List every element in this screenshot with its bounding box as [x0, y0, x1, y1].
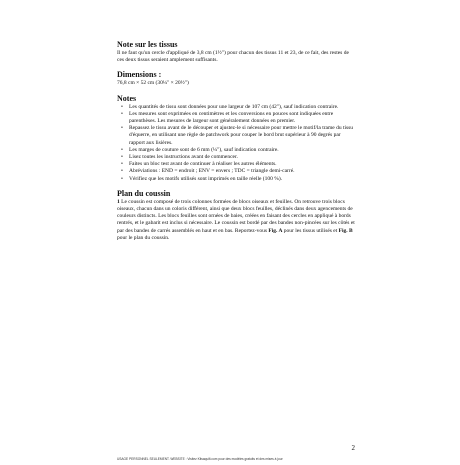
- notes-list: [117, 104, 355, 183]
- plan-section: [117, 189, 355, 242]
- list-item: • Abréviations : END = endroit ; ENV = envers ; TDC = triangle demi-carré.: [129, 168, 355, 175]
- notes-section: [117, 94, 355, 183]
- plan-text-part: pour les tissus utilisés et: [282, 227, 339, 234]
- plan-heading: Plan du coussin: [117, 188, 171, 198]
- list-item: • Lisez toutes les instructions avant de commencer.: [129, 154, 355, 161]
- step-number: 1: [117, 198, 120, 205]
- plan-text-part: pour le plan du coussin.: [117, 234, 170, 241]
- document-page: [117, 40, 355, 248]
- fig-a-reference: Fig. A: [268, 227, 283, 234]
- notes-heading: Notes: [117, 93, 137, 103]
- list-item: • Repassez le tissu avant de le découper et ajustez-le si nécessaire pour mettre le motif/la trame du tissu d'équerre, en utilisant une règle de patchwork pour couper le bord brut supérieur à 90 degrés par rapport aux lisières.: [129, 125, 355, 147]
- fig-b-reference: Fig. B: [338, 227, 353, 234]
- dimensions-text: 76,8 cm × 52 cm (30¼" × 20½"): [117, 80, 189, 87]
- list-item: • Les mesures sont exprimées en centimètres et les conversions en pouces sont indiquées entre parenthèses. Les mesures de largeur sont généralement données en premier.: [129, 111, 355, 125]
- page-footer: [117, 444, 355, 465]
- fabric-note-section: [117, 40, 355, 64]
- list-item: • Les marges de couture sont de 6 mm (¼"), sauf indication contraire.: [129, 147, 355, 154]
- fabric-note-heading: Note sur les tissus: [117, 40, 178, 49]
- dimensions-section: [117, 70, 355, 87]
- plan-text: [117, 199, 355, 242]
- list-item: • Les quantités de tissu sont données pour une largeur de 107 cm (42"), sauf indication contraire.: [129, 104, 355, 111]
- fabric-note-text: Il ne faut qu'un cercle d'appliqué de 3,8 cm (1½") pour chacun des tissus 11 et 23, de ce fait, des restes de ces deux tissus seraient amplement suffisants.: [117, 50, 349, 64]
- dimensions-heading: Dimensions :: [117, 70, 162, 80]
- list-item: • Faites un bloc test avant de continuer à réaliser les autres éléments.: [129, 161, 355, 168]
- plan-text-part: Le coussin est composé de trois colonnes formées de blocs oiseaux et feuilles. On retrouve trois blocs oiseaux, chacun dans un coloris différent, ainsi que deux blocs feuilles, déclinés dans deux agencements de couleurs distincts. Les blocs feuilles sont ornées de baies, créées en faisant des cercles en appliqué à bords rentrés, et le gabarit est inclus si nécessaire. Le coussin est bordé par des bandes non-pincées sur les côtés et par des bandes de carrés assemblés en haut et en bas. Reportez-vous: [117, 198, 355, 234]
- list-item: • Vérifiez que les motifs utilisés sont imprimés en taille réelle (100 %).: [129, 176, 355, 183]
- footer-text: USAGE PERSONNEL SEULEMENT. WEBSITE : Visitez Kitsaquilt.com pour des modèles gratuits et des mises à jour: [117, 457, 283, 461]
- page-number: 2: [351, 444, 355, 452]
